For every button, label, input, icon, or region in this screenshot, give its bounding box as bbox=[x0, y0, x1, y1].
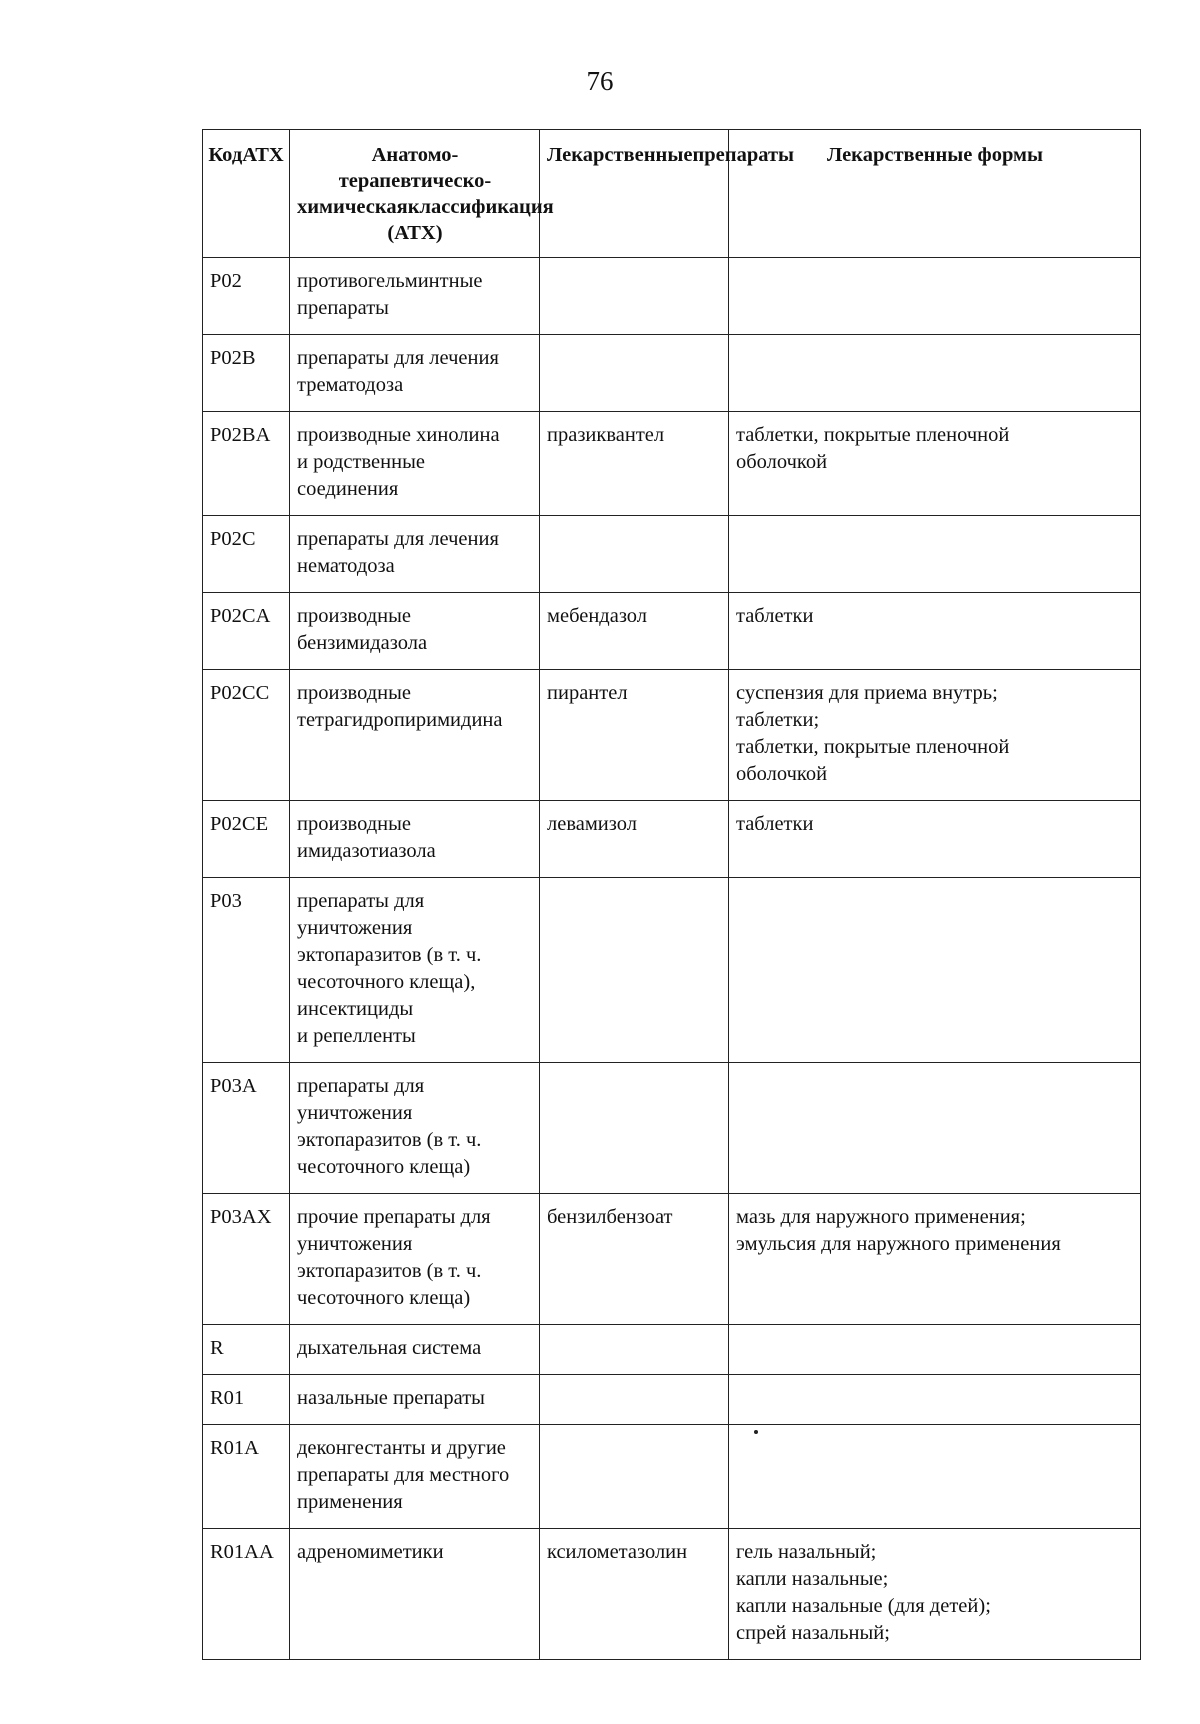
page-number: 76 bbox=[586, 66, 614, 96]
classification-cell bbox=[290, 1063, 540, 1194]
table-row bbox=[203, 593, 1141, 670]
table-row bbox=[203, 1063, 1141, 1194]
drug-cell bbox=[540, 1425, 729, 1529]
dosage-forms-cell bbox=[729, 593, 1141, 670]
dosage-forms-cell bbox=[729, 670, 1141, 801]
classification-cell bbox=[290, 1325, 540, 1375]
cell-line: оболочкой bbox=[736, 451, 828, 473]
classification-cell bbox=[290, 258, 540, 335]
atx-code-cell: P03 bbox=[203, 878, 290, 1063]
cell-line: трематодоза bbox=[297, 374, 404, 396]
atx-code-cell: P02CC bbox=[203, 670, 290, 801]
cell-line: таблетки bbox=[736, 813, 814, 835]
drug-cell: празиквантел bbox=[540, 412, 729, 516]
classification-cell bbox=[290, 412, 540, 516]
dosage-forms-cell bbox=[729, 412, 1141, 516]
cell-line: суспензия для приема внутрь; bbox=[736, 682, 998, 704]
cell-line: прочие препараты для bbox=[297, 1206, 491, 1228]
header-line: препараты bbox=[692, 144, 795, 166]
classification-cell bbox=[290, 516, 540, 593]
classification-cell bbox=[290, 335, 540, 412]
classification-cell bbox=[290, 1529, 540, 1660]
cell-line: препараты bbox=[297, 297, 389, 319]
drug-cell bbox=[540, 258, 729, 335]
cell-line: производные bbox=[297, 813, 412, 835]
atx-code-cell: P02C bbox=[203, 516, 290, 593]
cell-line: таблетки; bbox=[736, 709, 820, 731]
cell-line: мазь для наружного применения; bbox=[736, 1206, 1026, 1228]
table-row bbox=[203, 1425, 1141, 1529]
drug-cell bbox=[540, 1325, 729, 1375]
cell-line: применения bbox=[297, 1491, 403, 1513]
atx-code-cell: P03A bbox=[203, 1063, 290, 1194]
cell-line: тетрагидропиримидина bbox=[297, 709, 503, 731]
dosage-forms-cell bbox=[729, 1325, 1141, 1375]
table-row bbox=[203, 1375, 1141, 1425]
cell-line: инсектициды bbox=[297, 998, 414, 1020]
cell-line: капли назальные (для детей); bbox=[736, 1595, 991, 1617]
atx-code-cell: R01AA bbox=[203, 1529, 290, 1660]
cell-line: препараты для местного bbox=[297, 1464, 510, 1486]
cell-line: таблетки bbox=[736, 605, 814, 627]
header-line: Лекарственные bbox=[547, 144, 693, 166]
dosage-forms-cell bbox=[729, 1063, 1141, 1194]
header-line: Лекарственные формы bbox=[826, 144, 1044, 166]
table-row bbox=[203, 670, 1141, 801]
table-row bbox=[203, 516, 1141, 593]
header-line: терапевтическо- bbox=[338, 170, 492, 192]
cell-line: производные хинолина bbox=[297, 424, 500, 446]
atx-code-cell: P02BA bbox=[203, 412, 290, 516]
cell-line: эмульсия для наружного применения bbox=[736, 1233, 1061, 1255]
cell-line: уничтожения bbox=[297, 917, 413, 939]
atx-code-cell: P02CE bbox=[203, 801, 290, 878]
cell-line: уничтожения bbox=[297, 1233, 413, 1255]
cell-line: чесоточного клеща) bbox=[297, 1287, 471, 1309]
atx-code-cell: P02B bbox=[203, 335, 290, 412]
classification-cell bbox=[290, 878, 540, 1063]
cell-line: назальные препараты bbox=[297, 1387, 485, 1409]
table-row bbox=[203, 335, 1141, 412]
cell-line: оболочкой bbox=[736, 763, 828, 785]
header-line: классификация (АТХ) bbox=[387, 196, 554, 244]
table-row bbox=[203, 1325, 1141, 1375]
cell-line: таблетки, покрытые пленочной bbox=[736, 424, 1010, 446]
dosage-forms-cell bbox=[729, 1375, 1141, 1425]
cell-line: производные bbox=[297, 682, 412, 704]
classification-cell bbox=[290, 670, 540, 801]
drug-cell bbox=[540, 335, 729, 412]
table-row bbox=[203, 258, 1141, 335]
header-code bbox=[203, 130, 290, 258]
cell-line: препараты для лечения bbox=[297, 528, 499, 550]
header-classification bbox=[290, 130, 554, 258]
drug-cell bbox=[540, 516, 729, 593]
atx-code-cell: R bbox=[203, 1325, 290, 1375]
dosage-forms-cell bbox=[729, 878, 1141, 1063]
cell-line: противогельминтные bbox=[297, 270, 483, 292]
cell-line: чесоточного клеща), bbox=[297, 971, 476, 993]
cell-line: и репелленты bbox=[297, 1025, 416, 1047]
atx-code-cell: P03AX bbox=[203, 1194, 290, 1325]
dosage-forms-cell bbox=[729, 1425, 1141, 1529]
cell-line: гель назальный; bbox=[736, 1541, 877, 1563]
dosage-forms-cell bbox=[729, 335, 1141, 412]
cell-line: соединения bbox=[297, 478, 399, 500]
cell-line: производные bbox=[297, 605, 412, 627]
cell-line: чесоточного клеща) bbox=[297, 1156, 471, 1178]
cell-line: бензимидазола bbox=[297, 632, 428, 654]
cell-line: эктопаразитов (в т. ч. bbox=[297, 1260, 482, 1282]
cell-line: препараты для лечения bbox=[297, 347, 499, 369]
drug-cell: ксилометазолин bbox=[540, 1529, 729, 1660]
cell-line: деконгестанты и другие bbox=[297, 1437, 506, 1459]
classification-cell bbox=[290, 801, 540, 878]
cell-line: капли назальные; bbox=[736, 1568, 889, 1590]
cell-line: имидазотиазола bbox=[297, 840, 436, 862]
table-row bbox=[203, 1529, 1141, 1660]
cell-line: и родственные bbox=[297, 451, 425, 473]
cell-line: уничтожения bbox=[297, 1102, 413, 1124]
cell-line: нематодоза bbox=[297, 555, 395, 577]
header-line: химическая bbox=[297, 196, 408, 218]
drug-cell: бензилбензоат bbox=[540, 1194, 729, 1325]
cell-line: адреномиметики bbox=[297, 1541, 444, 1563]
cell-line: спрей назальный; bbox=[736, 1622, 890, 1644]
atx-table bbox=[202, 129, 1141, 1660]
cell-line: эктопаразитов (в т. ч. bbox=[297, 1129, 482, 1151]
classification-cell bbox=[290, 1375, 540, 1425]
table-row bbox=[203, 1194, 1141, 1325]
table-row bbox=[203, 878, 1141, 1063]
table-row bbox=[203, 801, 1141, 878]
header-drugs bbox=[540, 130, 795, 258]
cell-line: препараты для bbox=[297, 890, 425, 912]
atx-code-cell: P02CA bbox=[203, 593, 290, 670]
header-line: Код bbox=[208, 144, 243, 166]
dosage-forms-cell bbox=[729, 1529, 1141, 1660]
drug-cell: левамизол bbox=[540, 801, 729, 878]
dosage-forms-cell bbox=[729, 516, 1141, 593]
atx-code-cell: P02 bbox=[203, 258, 290, 335]
cell-line: дыхательная система bbox=[297, 1337, 482, 1359]
header-line: АТХ bbox=[242, 144, 284, 166]
dosage-forms-cell bbox=[729, 801, 1141, 878]
cell-line: эктопаразитов (в т. ч. bbox=[297, 944, 482, 966]
dosage-forms-cell bbox=[729, 258, 1141, 335]
drug-cell bbox=[540, 1063, 729, 1194]
drug-cell bbox=[540, 1375, 729, 1425]
cell-line: таблетки, покрытые пленочной bbox=[736, 736, 1010, 758]
stray-mark bbox=[754, 1430, 758, 1434]
table-header-row bbox=[203, 130, 1141, 258]
header-line: Анатомо- bbox=[371, 144, 459, 166]
drug-cell: мебендазол bbox=[540, 593, 729, 670]
atx-code-cell: R01 bbox=[203, 1375, 290, 1425]
classification-cell bbox=[290, 1425, 540, 1529]
classification-cell bbox=[290, 1194, 540, 1325]
table-row bbox=[203, 412, 1141, 516]
dosage-forms-cell bbox=[729, 1194, 1141, 1325]
drug-cell bbox=[540, 878, 729, 1063]
atx-code-cell: R01A bbox=[203, 1425, 290, 1529]
table-body bbox=[203, 258, 1141, 1660]
classification-cell bbox=[290, 593, 540, 670]
drug-cell: пирантел bbox=[540, 670, 729, 801]
cell-line: препараты для bbox=[297, 1075, 425, 1097]
